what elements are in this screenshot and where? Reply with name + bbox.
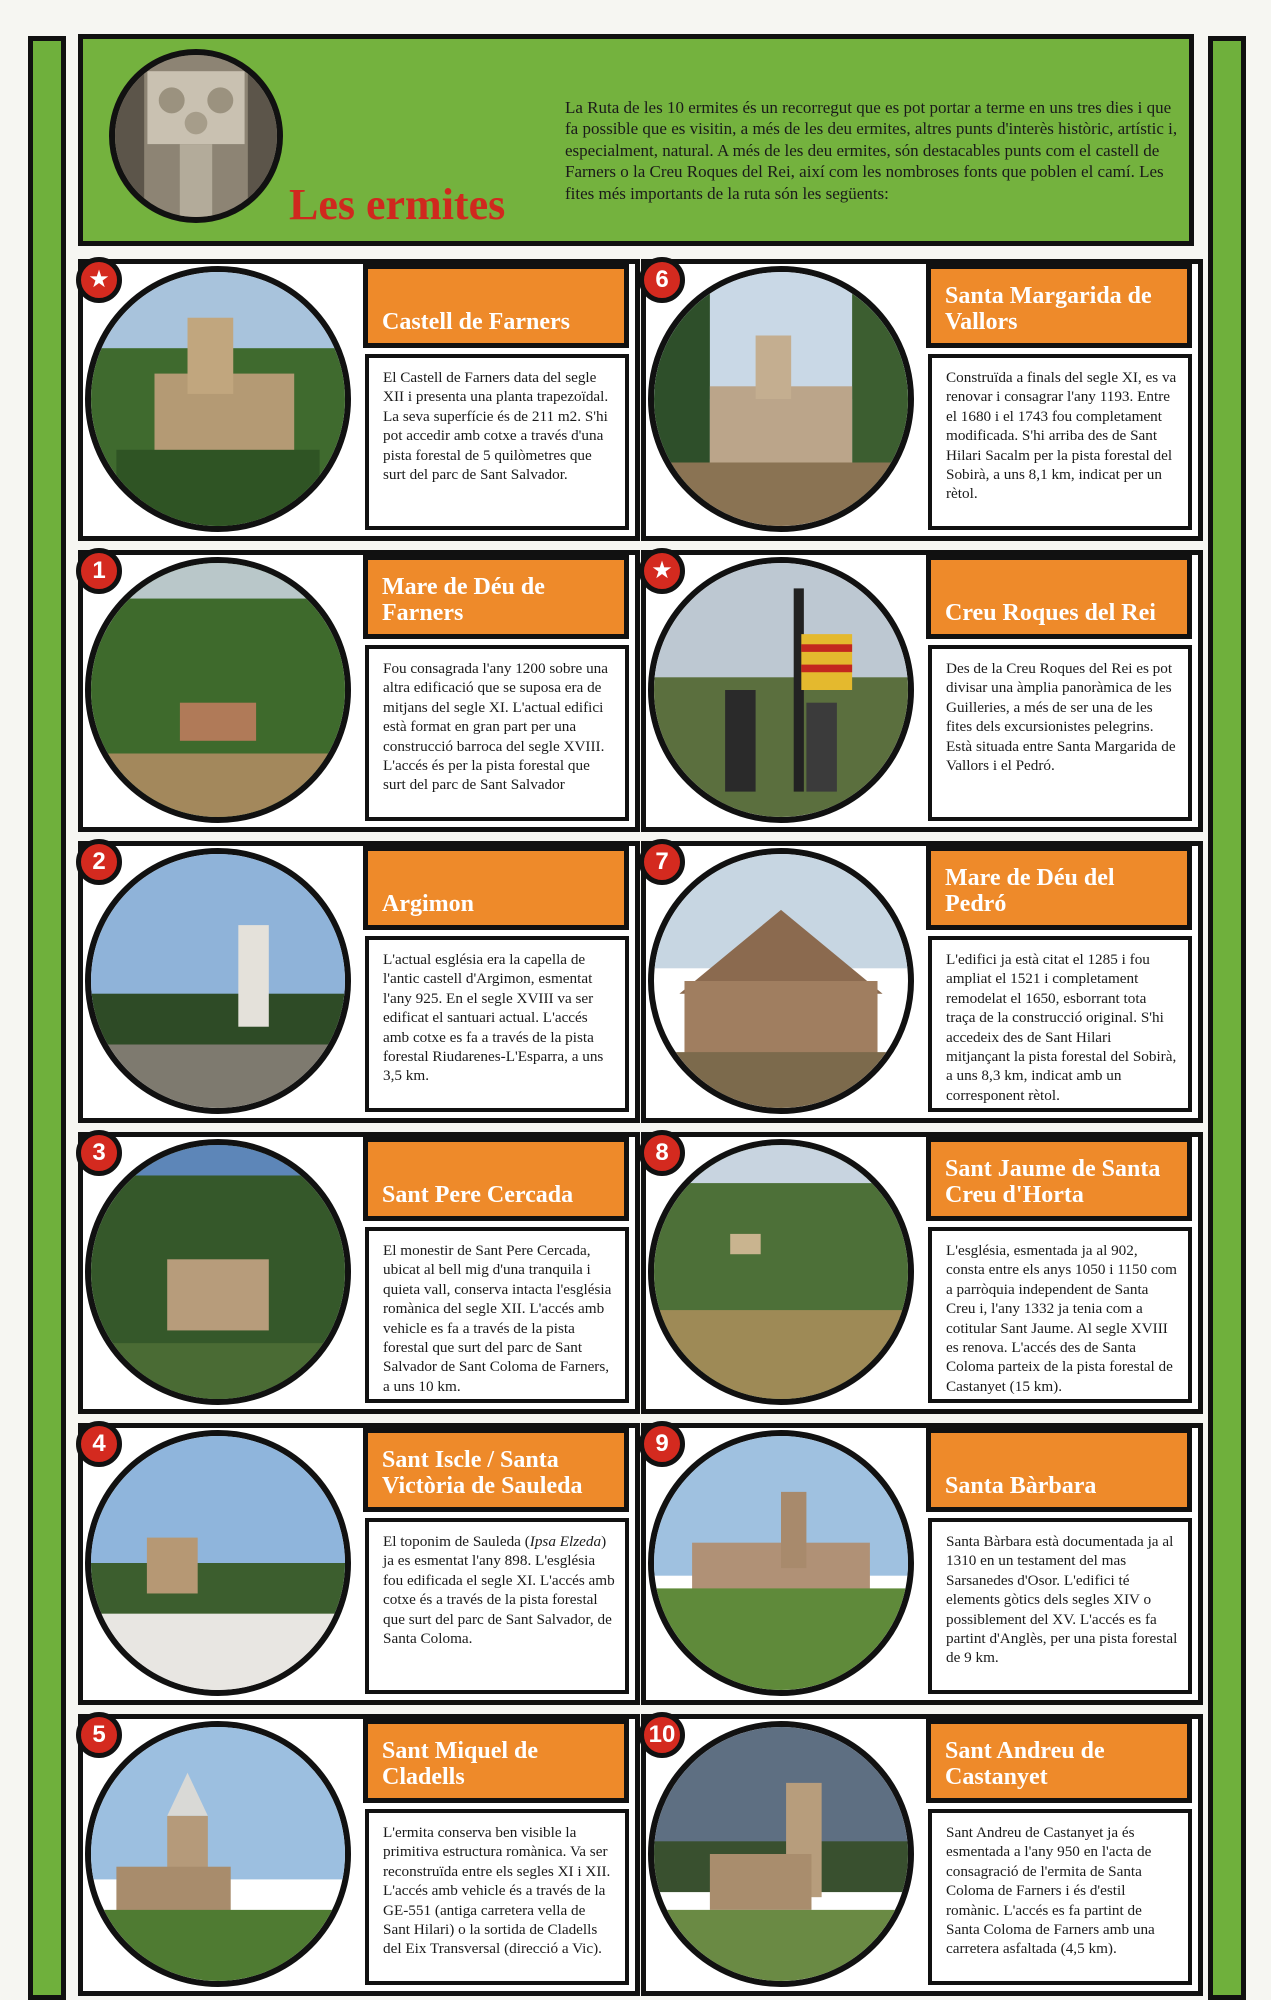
star-badge-icon: ★ bbox=[76, 257, 122, 303]
photo-hill-church bbox=[648, 1430, 914, 1696]
card-castell-de-farners bbox=[78, 259, 640, 541]
card-sant-miquel-de-cladells bbox=[78, 1714, 640, 1996]
card-title: Argimon bbox=[363, 846, 629, 930]
photo-sanctuary-forest bbox=[85, 557, 351, 823]
photo-bell-tower bbox=[85, 848, 351, 1114]
card-description: Sant Andreu de Castanyet ja és esmentada a l'any 950 en l'acta de consagració de l'ermita de Santa Coloma de Farners i és d'estil romànic. L'accés es fa partint de Santa Coloma de Farners amb una carretera asfaltada (4,5 km). bbox=[928, 1809, 1192, 1985]
card-santa-margarida bbox=[641, 259, 1203, 541]
card-description: Santa Bàrbara està documentada ja al 1310 en un testament del mas Sarsanedes d'Osor. L'edifici té elements gòtics dels segles XIV o possiblement del XV. L'accés es fa partint d'Anglès, per una pista forestal de 9 km. bbox=[928, 1518, 1192, 1694]
card-description: L'edifici ja està citat el 1285 i fou ampliat el 1521 i completament remodelat el 1650, esborrant tota traça de la construcció original. S'hi accedeix des de Sant Hilari mitjançant la pista forestal del Sobirà, a uns 8,3 km, indicat amb un corresponent rètol. bbox=[928, 936, 1192, 1112]
card-title: Mare de Déu del Pedró bbox=[926, 846, 1192, 930]
card-title: Mare de Déu de Farners bbox=[363, 555, 629, 639]
photo-castle bbox=[85, 266, 351, 532]
photo-valley bbox=[648, 1139, 914, 1405]
card-sant-iscle-sauleda bbox=[78, 1423, 640, 1705]
photo-snowy-chapel bbox=[85, 1430, 351, 1696]
card-sant-andreu-de-castanyet bbox=[641, 1714, 1203, 1996]
card-mare-de-deu-de-farners bbox=[78, 550, 640, 832]
star-badge-icon: ★ bbox=[639, 548, 685, 594]
right-green-border bbox=[1208, 36, 1246, 2000]
card-sant-pere-cercada bbox=[78, 1132, 640, 1414]
card-description: Fou consagrada l'any 1200 sobre una altra edificació que se suposa era de mitjans del segle XI. L'actual edifici està format en gran part per una construcció barroca del segle XVIII. L'accés és per la pista forestal que surt del parc de Sant Salvador bbox=[365, 645, 629, 821]
card-title: Sant Jaume de Santa Creu d'Horta bbox=[926, 1137, 1192, 1221]
number-badge: 6 bbox=[639, 257, 685, 303]
photo-castanyet-church bbox=[648, 1721, 914, 1987]
photo-monastery bbox=[85, 1139, 351, 1405]
number-badge: 7 bbox=[639, 839, 685, 885]
number-badge: 5 bbox=[76, 1712, 122, 1758]
card-title: Santa Margarida de Vallors bbox=[926, 264, 1192, 348]
card-description: Construïda a finals del segle XI, es va renovar i consagrar l'any 1193. Entre el 1680 i el 1743 fou completament modificada. S'hi arriba des de Sant Hilari Sacalm per la pista forestal del Sobirà, a uns 8,1 km, indicat per un rètol. bbox=[928, 354, 1192, 530]
card-description: El toponim de Sauleda (Ipsa Elzeda) ja es esmentat l'any 898. L'església fou edificada el segle XI. L'accés amb cotxe és a través de la pista forestal que surt del parc de Sant Salvador, de Santa Coloma. bbox=[365, 1518, 629, 1694]
header-banner bbox=[78, 34, 1194, 246]
number-badge: 1 bbox=[76, 548, 122, 594]
card-title: Castell de Farners bbox=[363, 264, 629, 348]
number-badge: 2 bbox=[76, 839, 122, 885]
card-sant-jaume-santa-creu bbox=[641, 1132, 1203, 1414]
photo-cross-flag bbox=[648, 557, 914, 823]
number-badge: 3 bbox=[76, 1130, 122, 1176]
photo-chapel bbox=[648, 266, 914, 532]
left-green-border bbox=[28, 36, 66, 2000]
page-title: Les ermites bbox=[289, 180, 506, 229]
capital-photo bbox=[109, 49, 283, 223]
number-badge: 10 bbox=[639, 1712, 685, 1758]
card-title: Sant Andreu de Castanyet bbox=[926, 1719, 1192, 1803]
card-description: El Castell de Farners data del segle XII i presenta una planta trapezoïdal. La seva superfície és de 211 m2. S'hi pot accedir amb cotxe a través d'una pista forestal de 5 quilòmetres que surt del parc de Sant Salvador. bbox=[365, 354, 629, 530]
number-badge: 8 bbox=[639, 1130, 685, 1176]
photo-romanesque-tower bbox=[85, 1721, 351, 1987]
card-description: Des de la Creu Roques del Rei es pot divisar una àmplia panoràmica de les Guilleries, a més de ser una de les fites dels excursionistes pelegrins. Està situada entre Santa Margarida de Vallors i el Pedró. bbox=[928, 645, 1192, 821]
card-title: Sant Miquel de Cladells bbox=[363, 1719, 629, 1803]
card-argimon bbox=[78, 841, 640, 1123]
card-santa-barbara bbox=[641, 1423, 1203, 1705]
card-creu-roques-del-rei bbox=[641, 550, 1203, 832]
card-title: Santa Bàrbara bbox=[926, 1428, 1192, 1512]
card-description: El monestir de Sant Pere Cercada, ubicat al bell mig d'una tranquila i quieta vall, conserva intacta l'església romànica del segle XII. L'accés amb vehicle es fa a través de la pista forestal que surt del parc de Sant Salvador de Sant Coloma de Farners, a uns 10 km. bbox=[365, 1227, 629, 1403]
number-badge: 4 bbox=[76, 1421, 122, 1467]
number-badge: 9 bbox=[639, 1421, 685, 1467]
card-mare-de-deu-del-pedro bbox=[641, 841, 1203, 1123]
card-description: L'església, esmentada ja al 902, consta entre els anys 1050 i 1150 com a parròquia independent de Santa Creu i, l'any 1332 ja tenia com a cotitular Sant Jaume. Al segle XVIII es renova. L'accés des de Santa Coloma parteix de la pista forestal de Castanyet (15 km). bbox=[928, 1227, 1192, 1403]
card-description: L'actual església era la capella de l'antic castell d'Argimon, esmentat l'any 925. En el segle XVIII va ser edificat el santuari actual. L'accés amb cotxe es fa a través de la pista forestal Riudarenes-L'Esparra, a uns 3,5 km. bbox=[365, 936, 629, 1112]
intro-paragraph: La Ruta de les 10 ermites és un recorregut que es pot portar a terme en uns tres dies i que fa possible que es visitin, a més de les deu ermites, altres punts d'interès històric, artístic i, especialment, natural. A més de les deu ermites, són destacables punts com el castell de Farners o la Creu Roques del Rei, així com les nombroses fonts que poblen el camí. Les fites més importants de la ruta són les següents: bbox=[565, 98, 1178, 203]
card-title: Sant Pere Cercada bbox=[363, 1137, 629, 1221]
card-title: Creu Roques del Rei bbox=[926, 555, 1192, 639]
photo-stone-chapel bbox=[648, 848, 914, 1114]
card-title: Sant Iscle / Santa Victòria de Sauleda bbox=[363, 1428, 629, 1512]
card-description: L'ermita conserva ben visible la primitiva estructura romànica. Va ser reconstruïda entre els segles XI i XII. L'accés amb vehicle és a través de la GE-551 (antiga carretera vella de Sant Hilari) o la sortida de Cladells del Eix Transversal (direcció a Vic). bbox=[365, 1809, 629, 1985]
